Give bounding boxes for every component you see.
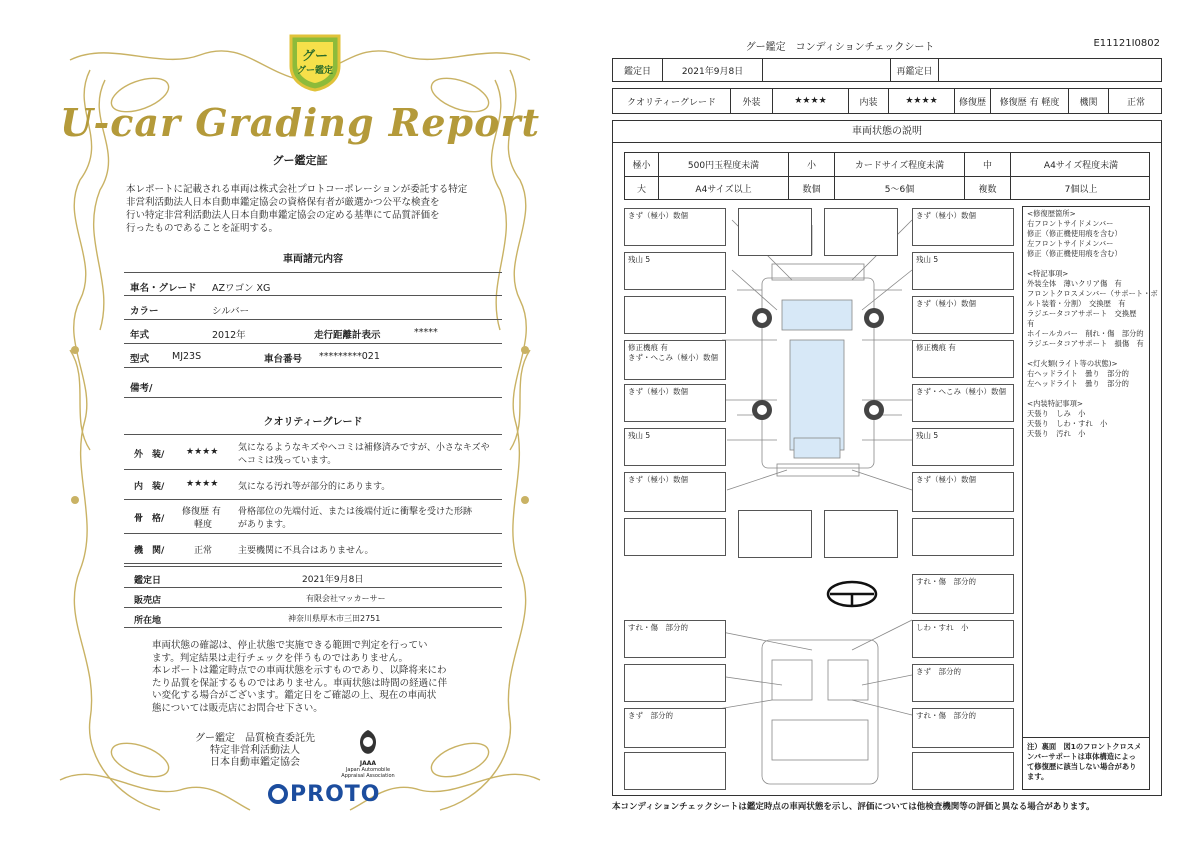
damage-box-right-3: きず（極小）数個 — [912, 296, 1014, 334]
memo-footnote: 注）裏面 図1のフロントクロスメ ンバーサポートは車体構造によっ て修復歴に該当しない場合があり ます。 — [1023, 737, 1149, 786]
damage-box-right-12: すれ・傷 部分的 — [912, 708, 1014, 748]
grade-row-exterior: 外 装/ ★★★★ 気になるようなキズやヘコミは補修済みですが、小さなキズや ヘコミは残っています。 — [124, 434, 502, 470]
size-legend-row-2: 大 A4サイズ以上 数個 5～6個 複数 7個以上 — [624, 176, 1150, 200]
damage-box-right-13 — [912, 752, 1014, 790]
address-row: 所在地 神奈川県厚木市三田2751 — [124, 608, 502, 628]
vehicle-state-heading: 車両状態の説明 — [613, 121, 1161, 143]
size-legend-row-1: 極小 500円玉程度未満 小 カードサイズ程度未満 中 A4サイズ程度未満 — [624, 152, 1150, 176]
quality-heading: クオリティーグレード — [263, 417, 363, 428]
association-credit: グー鑑定 品質検査委託先 特定非営利活動法人 日本自動車鑑定協会 — [195, 733, 315, 768]
special-notes-memo: <修復歴箇所> 右フロントサイドメンバー 修正（修正機使用痕を含む） 左フロントサイドメンバー 修正（修正機使用痕を含む） <特記事項> 外装全体 薄いクリア傷 有 フロントクロスメンバー（サポート・ボ ルト装着・分割） 交換歴 有 ラジエータコアサポート 交換歴 有 ホイールカバー 削れ・傷 部分的 ラジエータコアサポート 損傷 有 <灯火類(ライト等の状態)> 右ヘッドライト 曇り 部分的 左ヘッドライト 曇り 部分的 <内装特記事項> 天張り しみ 小 天張り しわ・すれ 小 天張り 汚れ 小 注）裏面 図1のフロントクロスメ ンバーサポートは車体構造によっ て修復歴に該当しない場合があり ます。 — [1022, 206, 1150, 790]
quality-grade-table: クオリティーグレード 外装 ★★★★ 内装 ★★★★ 修復歴 修復歴 有 軽度 機関 正常 — [612, 88, 1162, 114]
grade-row-interior: 内 装/ ★★★★ 気になる汚れ等が部分的にあります。 — [124, 470, 502, 500]
jaaa-emblem-icon — [356, 728, 380, 758]
appraisal-date-row: 鑑定日 2021年9月8日 — [124, 566, 502, 588]
damage-box-left-11: きず 部分的 — [624, 708, 726, 748]
damage-box-right-7: きず（極小）数個 — [912, 472, 1014, 512]
certificate-subtitle: グー鑑定証 — [272, 154, 328, 167]
proto-mark-icon — [268, 784, 288, 804]
damage-box-left-9: すれ・傷 部分的 — [624, 620, 726, 658]
damage-box-right-8 — [912, 518, 1014, 556]
grade-row-engine: 機 関/ 正常 主要機関に不具合はありません。 — [124, 534, 502, 564]
damage-box-top-1 — [738, 208, 812, 256]
steering-wheel-icon — [828, 582, 876, 606]
spec-row-name: 車名・グレード AZワゴン XG — [124, 272, 502, 296]
damage-box-right-5: きず・へこみ（極小）数個 — [912, 384, 1014, 422]
damage-box-right-11: きず 部分的 — [912, 664, 1014, 702]
damage-box-left-3 — [624, 296, 726, 334]
damage-box-bottom-2 — [824, 510, 898, 558]
spec-row-model: 型式 MJ23S 車台番号 *********021 — [124, 344, 502, 368]
damage-box-right-2: 残山 5 — [912, 252, 1014, 290]
sheet-title: グー鑑定 コンディションチェックシート — [745, 42, 935, 53]
sheet-id: E11121I0802 — [1093, 38, 1160, 49]
dealer-row: 販売店 有限会社マッカーサー — [124, 588, 502, 608]
jaaa-logo: JAAA Japan Automobile Appraisal Association — [338, 728, 398, 779]
goo-kantei-logo — [287, 32, 343, 92]
damage-box-left-10 — [624, 664, 726, 702]
damage-box-top-2 — [824, 208, 898, 256]
certificate-notes: 車両状態の確認は、停止状態で実施できる範囲で判定を行ってい ます。判定結果は走行チェックを伴うものではありません。 本レポートは鑑定時点での車両状態を示すものであり、以降将来にわ たり品質を保証するものではありません。車両状態は時間の経過に伴 い変化する場合がございます。鑑定日をご確認の上、現在の車両状 態については販売店にお問合せ下さい。 — [152, 640, 448, 714]
damage-box-left-6: 残山 5 — [624, 428, 726, 466]
damage-box-right-10: しわ・すれ 小 — [912, 620, 1014, 658]
damage-box-right-4: 修正機痕 有 — [912, 340, 1014, 378]
svg-text:グー鑑定: グー鑑定 — [296, 66, 334, 76]
grade-row-frame: 骨 格/ 修復歴 有 軽度 骨格部位の先端付近、または後端付近に衝撃を受けた形跡 があります。 — [124, 500, 502, 534]
report-title: U-car Grading Report — [59, 100, 541, 145]
damage-box-right-9: すれ・傷 部分的 — [912, 574, 1014, 614]
damage-box-right-1: きず（極小）数個 — [912, 208, 1014, 246]
specs-heading: 車両諸元内容 — [283, 254, 343, 265]
svg-text:グー: グー — [301, 49, 329, 64]
certificate-intro: 本レポートに記載される車両は株式会社プロトコーポレーションが委託する特定 非営利活動法人日本自動車鑑定協会の資格保有者が厳選かつ公平な検査を 行い特定非営利活動法人日本自動車鑑定協会の定める基準にて品質評価を 行ったものであることを証明する。 — [126, 184, 468, 234]
damage-box-left-7: きず（極小）数個 — [624, 472, 726, 512]
damage-box-left-8 — [624, 518, 726, 556]
damage-box-left-5: きず（極小）数個 — [624, 384, 726, 422]
damage-box-left-1: きず（極小）数個 — [624, 208, 726, 246]
appraisal-date-table: 鑑定日 2021年9月8日 再鑑定日 — [612, 58, 1162, 82]
proto-logo: PROTO — [268, 782, 380, 807]
damage-box-left-4: 修正機痕 有 きず・へこみ（極小）数個 — [624, 340, 726, 380]
spec-row-color: カラー シルバー — [124, 296, 502, 320]
spec-row-remarks: 備考/ — [124, 368, 502, 398]
sheet-footer-disclaimer: 本コンディションチェックシートは鑑定時点の車両状態を示し、評価については他検査機関等の評価と異なる場合があります。 — [612, 802, 1095, 812]
damage-box-left-12 — [624, 752, 726, 790]
damage-box-left-2: 残山 5 — [624, 252, 726, 290]
spec-row-year: 年式 2012年 走行距離計表示 ***** — [124, 320, 502, 344]
damage-box-right-6: 残山 5 — [912, 428, 1014, 466]
damage-box-bottom-1 — [738, 510, 812, 558]
